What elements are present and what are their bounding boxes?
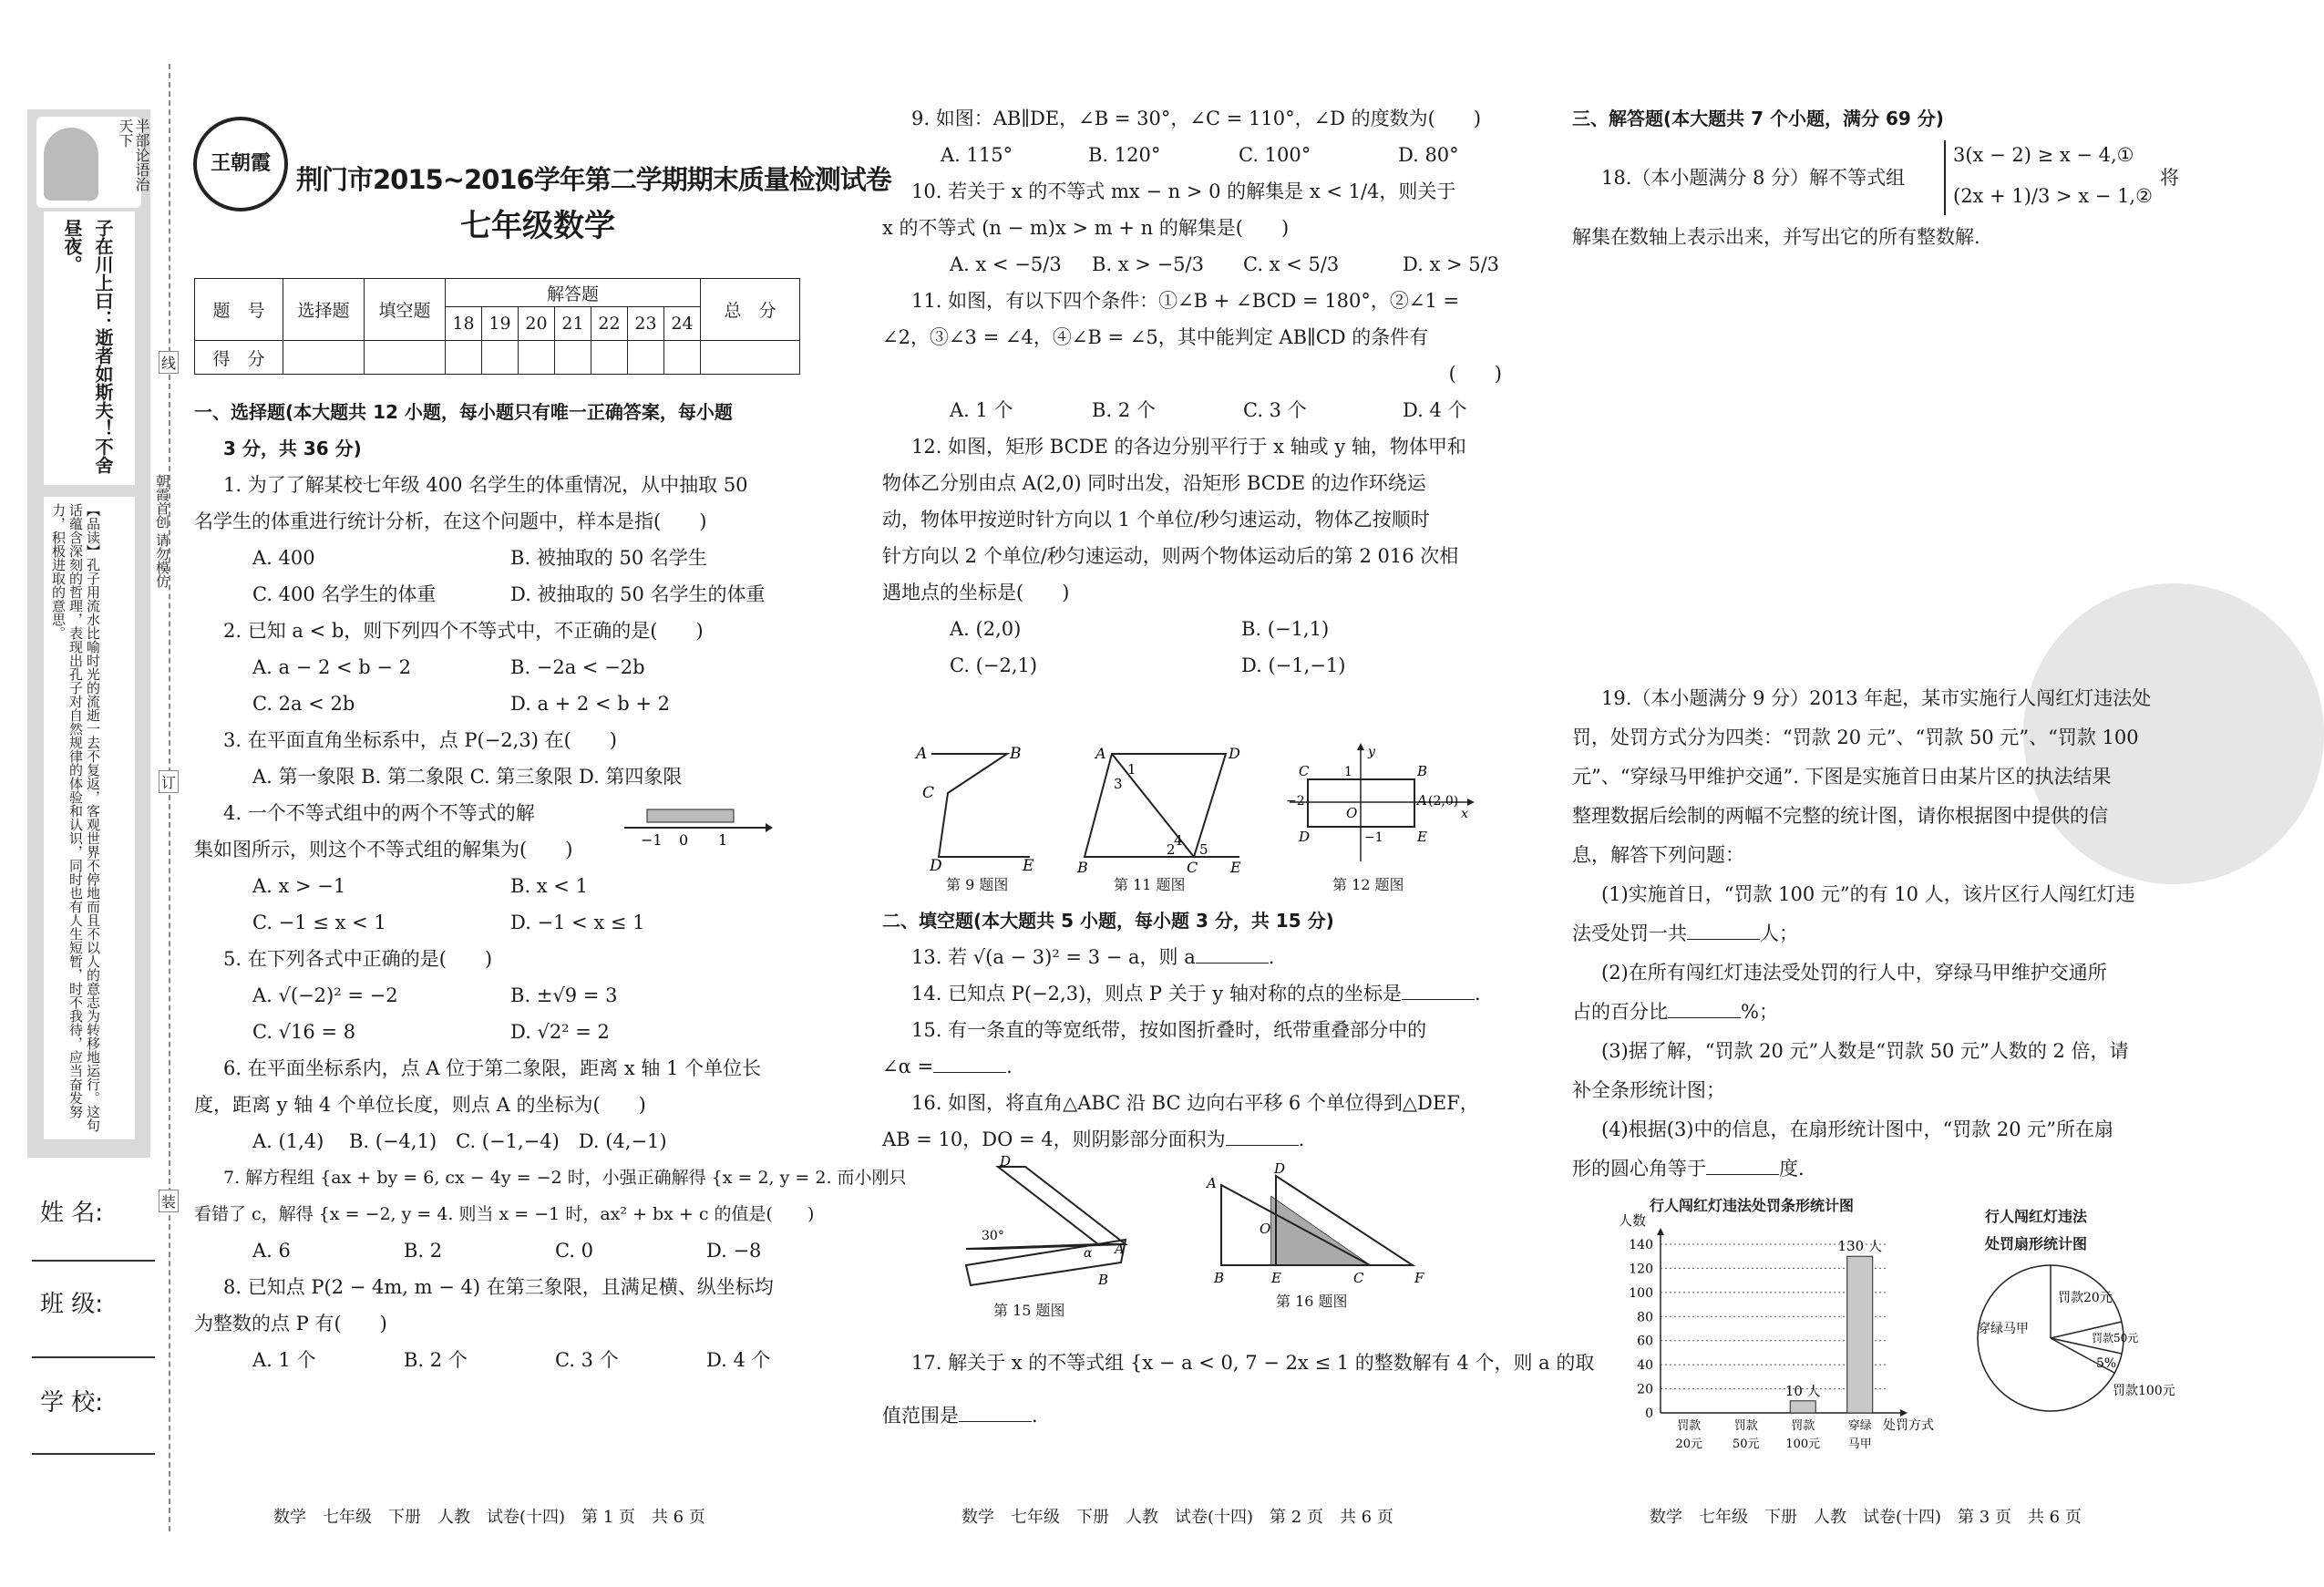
q18: 18.（本小题满分 8 分）解不等式组 — [1601, 167, 1906, 189]
section1-heading: 一、选择题(本大题共 12 小题，每小题只有唯一正确答案，每小题 — [194, 401, 733, 423]
school-field[interactable] — [32, 1453, 155, 1455]
th-choice: 选择题 — [283, 279, 365, 341]
school-label: 学 校: — [40, 1389, 104, 1417]
svg-text:30°: 30° — [982, 1229, 1004, 1243]
q11-options — [882, 392, 1502, 428]
q13-text: 13. 若 √(a − 3)² = 3 − a，则 a — [911, 946, 1196, 968]
q19-part-1-unit: 人； — [1760, 922, 1798, 944]
th-q22: 22 — [591, 307, 628, 341]
sidebar-quote: 子在川上曰：逝者如斯夫！不舍昼夜。 — [61, 219, 114, 474]
figure-15-caption: 第 15 题图 — [993, 1302, 1065, 1319]
svg-text:y: y — [1368, 745, 1375, 759]
q4-opt-a[interactable]: A. x > −1 — [252, 875, 346, 897]
q4-options-2 — [194, 904, 814, 941]
score-row-label: 得 分 — [195, 341, 283, 375]
svg-text:D: D — [1299, 829, 1311, 845]
q18-ineq-2: (2x + 1)/3 > x − 1,② — [1953, 185, 2153, 207]
score-cell[interactable] — [628, 341, 664, 375]
bar-ytick-label: 120 — [1629, 1262, 1653, 1277]
q9-opt-a[interactable]: A. 115° — [941, 144, 1013, 166]
q12-opt-c[interactable]: C. (−2,1) — [950, 654, 1038, 676]
q15-cont: ∠α = . — [882, 1056, 1013, 1077]
class-label: 班 级: — [40, 1291, 104, 1318]
cut-line — [169, 64, 170, 1531]
q1-cont: 名学生的体重进行统计分析，在这个问题中，样本是指( ) — [194, 510, 707, 532]
q6-options[interactable]: A. (1,4) B. (−4,1) C. (−1,−4) D. (4,−1) — [252, 1130, 667, 1152]
name-field[interactable] — [32, 1260, 155, 1262]
q19-part-4-unit: 度. — [1779, 1158, 1805, 1180]
q1-options-2 — [194, 576, 814, 613]
bar-ytick-label: 80 — [1637, 1310, 1653, 1325]
pie-chart-title-2: 处罚扇形统计图 — [1985, 1235, 2088, 1252]
q5-opt-c[interactable]: C. √16 = 8 — [252, 1021, 356, 1043]
q10: 10. 若关于 x 的不等式 mx − n > 0 的解集是 x < 1/4，则关于 — [911, 180, 1456, 202]
score-cell[interactable] — [701, 341, 800, 375]
bar-chart-x-arrow — [1900, 1409, 1908, 1417]
th-q23: 23 — [628, 307, 664, 341]
bar-category-label: 罚款 — [1733, 1419, 1758, 1433]
q4-options — [194, 868, 814, 904]
q15-blank[interactable] — [933, 1072, 1006, 1073]
figure-9 — [911, 743, 1048, 875]
q5: 5. 在下列各式中正确的是( ) — [223, 948, 493, 970]
svg-text:C: C — [1299, 763, 1310, 779]
q5-options — [194, 977, 814, 1014]
bar-chart-title: 行人闯红灯违法处罚条形统计图 — [1650, 1197, 1855, 1214]
q11-cont: ∠2，③∠3 = ∠4，④∠B = ∠5，其中能判定 AB∥CD 的条件有 — [882, 326, 1429, 348]
svg-text:(2,0): (2,0) — [1428, 794, 1459, 809]
q4-number-line — [620, 802, 775, 848]
bar-category-label-2: 20元 — [1675, 1438, 1703, 1451]
pie-chart — [1959, 1258, 2187, 1431]
th-answer: 解答题 — [446, 279, 701, 307]
score-cell[interactable] — [365, 341, 446, 375]
cut-mark-3: 装 — [159, 1190, 179, 1212]
q14-blank[interactable] — [1402, 999, 1475, 1000]
q8-opt-b[interactable]: B. 2 个 — [404, 1349, 468, 1371]
q5-opt-d[interactable]: D. √2² = 2 — [510, 1021, 610, 1043]
q8-options — [194, 1342, 814, 1378]
figure-12-caption: 第 12 题图 — [1332, 876, 1404, 893]
svg-text:B: B — [1098, 1272, 1109, 1288]
q19-blank-1[interactable] — [1687, 939, 1760, 940]
bar-ytick-label: 0 — [1645, 1407, 1653, 1421]
q13: 13. 若 √(a − 3)² = 3 − a，则 a . — [911, 946, 1275, 968]
svg-text:C: C — [1187, 859, 1198, 876]
bar-ytick-label: 100 — [1629, 1285, 1653, 1301]
cut-mark-1: 线 — [159, 351, 179, 374]
q2-options — [194, 649, 814, 685]
q9-opt-b[interactable]: B. 120° — [1088, 144, 1161, 166]
svg-text:D: D — [1274, 1160, 1286, 1177]
q19-part-2: (2)在所有闯红灯违法受处罚的行人中，穿绿马甲维护交通所 — [1601, 962, 2107, 984]
q17-blank[interactable] — [959, 1421, 1032, 1422]
q19-cont-3: 整理数据后绘制的两幅不完整的统计图，请你根据图中提供的信 — [1572, 805, 2108, 827]
q5-opt-a[interactable]: A. √(−2)² = −2 — [252, 984, 398, 1006]
pie-label-100: 罚款100元 — [2113, 1384, 2175, 1398]
score-cell[interactable] — [591, 341, 628, 375]
svg-text:E: E — [1417, 829, 1427, 845]
q7: 7. 解方程组 {ax + by = 6, cx − 4y = −2 时，小强正确解得 {x = 2, y = 2. 而小刚只 — [223, 1168, 907, 1188]
bar-chart — [1604, 1212, 1959, 1458]
q11-paren: ( ) — [1448, 363, 1502, 385]
page2-content-top — [882, 100, 1502, 684]
bar-data-label: 130 人 — [1837, 1238, 1882, 1255]
q12-cont-4: 遇地点的坐标是( ) — [882, 582, 1070, 603]
q3-options[interactable]: A. 第一象限 B. 第二象限 C. 第三象限 D. 第四象限 — [252, 766, 683, 788]
th-q20: 20 — [519, 307, 555, 341]
q6-cont: 度，距离 y 轴 4 个单位长度，则点 A 的坐标为( ) — [194, 1094, 646, 1116]
q16: 16. 如图，将直角△ABC 沿 BC 边向右平移 6 个单位得到△DEF， — [911, 1092, 1479, 1114]
q14: 14. 已知点 P(−2,3)，则点 P 关于 y 轴对称的点的坐标是 . — [911, 983, 1481, 1005]
figure-11-caption: 第 11 题图 — [1114, 876, 1186, 893]
score-table — [194, 278, 800, 375]
q19-part-3: (3)据了解，“罚款 20 元”人数是“罚款 50 元”人数的 2 倍，请 — [1601, 1040, 2129, 1062]
page2-footer: 数学 七年级 下册 人教 试卷(十四) 第 2 页 共 6 页 — [961, 1508, 1393, 1527]
th-fill: 填空题 — [365, 279, 446, 341]
pie-label-vest: 穿绿马甲 — [1978, 1322, 2029, 1336]
svg-text:−1: −1 — [1364, 830, 1383, 845]
bar-category-label: 穿绿 — [1847, 1419, 1872, 1433]
q10-opt-d[interactable]: D. x > 5/3 — [1403, 253, 1500, 275]
q19-part-2-text: 占的百分比 — [1572, 1001, 1668, 1023]
svg-text:A: A — [1207, 1175, 1217, 1191]
svg-text:A: A — [916, 745, 928, 763]
figure-9-caption: 第 9 题图 — [946, 876, 1009, 893]
page1-footer: 数学 七年级 下册 人教 试卷(十四) 第 1 页 共 6 页 — [273, 1508, 705, 1527]
bar-chart-ylabel: 人数 — [1619, 1212, 1647, 1229]
sidebar-pindu: 【品读】孔子用流水比喻时光的流逝一去不复返，客观世界不停地而且不以人的意志为转移地运行。这句话蕴含深刻的哲理，表现出孔子对自然规律的体验和认识，同时也有人生短暂，时不我待，应当奋发努力，积极进取的意思。 — [50, 503, 101, 1132]
q12-options-2 — [882, 647, 1502, 684]
q12-cont-1: 物体乙分别由点 A(2,0) 同时出发，沿矩形 BCDE 的边作环绕运 — [882, 472, 1426, 494]
class-field[interactable] — [32, 1356, 155, 1358]
svg-text:α: α — [1084, 1246, 1093, 1261]
q19-part-1-text: 法受处罚一共 — [1572, 922, 1687, 944]
q16-blank[interactable] — [1226, 1145, 1299, 1146]
q2-opt-d[interactable]: D. a + 2 < b + 2 — [510, 693, 670, 715]
svg-text:−1: −1 — [641, 831, 663, 849]
q14-text: 14. 已知点 P(−2,3)，则点 P 关于 y 轴对称的点的坐标是 — [911, 983, 1402, 1005]
section3-heading: 三、解答题(本大题共 7 个小题，满分 69 分) — [1572, 108, 1944, 129]
q12-cont-3: 针方向以 2 个单位/秒匀速运动，则两个物体运动后的第 2 016 次相 — [882, 545, 1459, 567]
q7-cont: 看错了 c，解得 {x = −2, y = 4. 则当 x = −1 时，ax² + bx + c 的值是( ) — [194, 1204, 815, 1224]
q15: 15. 有一条直的等宽纸带，按如图折叠时，纸带重叠部分中的 — [911, 1019, 1427, 1041]
q7-opt-a[interactable]: A. 6 — [252, 1240, 291, 1262]
q2-opt-b[interactable]: B. −2a < −2b — [510, 656, 645, 678]
q19-blank-4[interactable] — [1706, 1174, 1779, 1175]
q1-options — [194, 540, 814, 576]
svg-text:B: B — [1010, 745, 1022, 763]
th-q24: 24 — [664, 307, 701, 341]
q19-part-4: (4)根据(3)中的信息，在扇形统计图中，“罚款 20 元”所在扇 — [1601, 1118, 2114, 1140]
score-cell[interactable] — [446, 341, 482, 375]
svg-text:A: A — [1417, 792, 1427, 809]
bar-data-label: 10 人 — [1784, 1382, 1821, 1399]
q8-opt-d[interactable]: D. 4 个 — [706, 1349, 771, 1371]
svg-text:E: E — [1271, 1270, 1281, 1286]
brand-label: 朝霞首创 请勿模仿 — [154, 474, 170, 588]
th-total: 总 分 — [701, 279, 800, 341]
score-cell[interactable] — [555, 341, 591, 375]
svg-text:A: A — [1095, 745, 1106, 762]
section2-heading: 二、填空题(本大题共 5 小题，每小题 3 分，共 15 分) — [882, 910, 1334, 932]
svg-text:B: B — [1214, 1270, 1225, 1286]
q19-part-2-unit: %； — [1741, 1001, 1778, 1023]
pie-label-5pct: 5% — [2096, 1356, 2117, 1371]
q10-options — [882, 246, 1502, 283]
q9: 9. 如图：AB∥DE，∠B = 30°，∠C = 110°，∠D 的度数为( ) — [911, 108, 1482, 129]
q12-opt-a[interactable]: A. (2,0) — [950, 618, 1022, 640]
q18-tail: 将 — [2160, 167, 2179, 189]
q10-cont: x 的不等式 (n − m)x > m + n 的解集是( ) — [882, 217, 1290, 239]
svg-text:B: B — [1417, 763, 1428, 779]
svg-text:−2: −2 — [1286, 794, 1305, 809]
q4-opt-d[interactable]: D. −1 < x ≤ 1 — [510, 912, 645, 933]
pie-chart-title-1: 行人闯红灯违法 — [1985, 1208, 2088, 1225]
svg-text:D: D — [1229, 745, 1240, 762]
svg-text:E: E — [1230, 859, 1241, 876]
svg-text:C: C — [922, 784, 935, 802]
confucius-avatar — [44, 128, 98, 201]
q19-cont-4: 息，解答下列问题： — [1572, 844, 1744, 866]
name-label: 姓 名: — [40, 1200, 104, 1227]
bar-chart-y-arrow — [1657, 1228, 1664, 1235]
q7-options — [194, 1232, 814, 1269]
q18-ineq-1: 3(x − 2) ≥ x − 4,① — [1953, 144, 2134, 166]
q11-opt-a[interactable]: A. 1 个 — [950, 399, 1013, 421]
q4: 4. 一个不等式组中的两个不等式的解 — [223, 802, 535, 824]
q4-opt-c[interactable]: C. −1 ≤ x < 1 — [252, 912, 386, 933]
svg-text:A: A — [1115, 1241, 1125, 1257]
q8-cont: 为整数的点 P 有( ) — [194, 1313, 387, 1335]
q9-opt-d[interactable]: D. 80° — [1398, 144, 1459, 166]
svg-text:2: 2 — [1167, 841, 1176, 858]
q7-opt-c[interactable]: C. 0 — [555, 1240, 594, 1262]
svg-text:C: C — [1353, 1270, 1364, 1286]
q19-cont-1: 罚，处罚方式分为四类：“罚款 20 元”、“罚款 50 元”、“罚款 100 — [1572, 727, 2139, 748]
th-question-number: 题 号 — [195, 279, 283, 341]
q10-opt-b[interactable]: B. x > −5/3 — [1092, 253, 1204, 275]
q19-part-3-cont: 补全条形统计图； — [1572, 1079, 1725, 1101]
svg-text:F: F — [1414, 1270, 1424, 1286]
q6: 6. 在平面坐标系内，点 A 位于第二象限，距离 x 轴 1 个单位长 — [223, 1057, 762, 1079]
q9-opt-c[interactable]: C. 100° — [1239, 144, 1311, 166]
q19-cont-2: 元”、“穿绿马甲维护交通”. 下图是实施首日由某片区的执法结果 — [1572, 766, 2112, 788]
svg-text:1: 1 — [718, 831, 728, 849]
q19-part-1: (1)实施首日，“罚款 100 元”的有 10 人，该片区行人闯红灯违 — [1601, 883, 2135, 905]
logo-text: 王朝霞 — [210, 151, 271, 175]
q12-cont-2: 动，物体甲按逆时针方向以 1 个单位/秒匀速运动，物体乙按顺时 — [882, 509, 1430, 531]
svg-text:D: D — [930, 857, 942, 875]
q19-blank-2[interactable] — [1668, 1017, 1741, 1018]
q19-part-4-cont — [1572, 1149, 2192, 1189]
q10-opt-c[interactable]: C. x < 5/3 — [1243, 253, 1340, 275]
figure-12 — [1280, 743, 1481, 871]
q16-text: AB = 10，DO = 4，则阴影部分面积为 — [882, 1128, 1226, 1150]
q1-opt-b[interactable]: B. 被抽取的 50 名学生 — [510, 547, 707, 569]
score-cell[interactable] — [664, 341, 701, 375]
svg-text:5: 5 — [1199, 841, 1208, 858]
page3-footer: 数学 七年级 下册 人教 试卷(十四) 第 3 页 共 6 页 — [1650, 1508, 2082, 1527]
bar-category-label-2: 马甲 — [1847, 1438, 1872, 1451]
section1-heading-2: 3 分，共 36 分) — [223, 438, 362, 459]
figure-16-caption: 第 16 题图 — [1276, 1293, 1348, 1310]
q12-opt-b[interactable]: B. (−1,1) — [1241, 618, 1330, 640]
th-q18: 18 — [446, 307, 482, 341]
q4-cont: 集如图所示，则这个不等式组的解集为( ) — [194, 839, 573, 860]
bar-4 — [1847, 1256, 1873, 1413]
page3-content-top — [1572, 100, 2192, 255]
score-cell[interactable] — [283, 341, 365, 375]
q17-cont: 值范围是 . — [882, 1405, 1038, 1427]
page2-q17 — [882, 1345, 1595, 1434]
bar-chart-xlabel: 处罚方式 — [1883, 1418, 1934, 1433]
q1-opt-d[interactable]: D. 被抽取的 50 名学生的体重 — [510, 583, 766, 605]
bar-ytick-label: 40 — [1637, 1358, 1653, 1374]
page1-content — [194, 394, 907, 1378]
th-q21: 21 — [555, 307, 591, 341]
figure-11 — [1075, 743, 1249, 876]
q1-opt-a[interactable]: A. 400 — [252, 547, 315, 569]
svg-text:O: O — [1260, 1221, 1271, 1237]
q8-opt-a[interactable]: A. 1 个 — [252, 1349, 316, 1371]
q7-opt-d[interactable]: D. −8 — [706, 1240, 762, 1262]
q11-opt-d[interactable]: D. 4 个 — [1403, 399, 1467, 421]
svg-text:B: B — [1077, 859, 1088, 876]
q16-cont: AB = 10，DO = 4，则阴影部分面积为 . — [882, 1128, 1305, 1150]
q1: 1. 为了了解某校七年级 400 名学生的体重情况，从中抽取 50 — [223, 474, 748, 496]
pie-label-50: 罚款50元 — [2092, 1332, 2139, 1345]
q2-opt-a[interactable]: A. a − 2 < b − 2 — [252, 656, 412, 678]
q3: 3. 在平面直角坐标系中，点 P(−2,3) 在( ) — [223, 729, 617, 751]
q10-opt-a[interactable]: A. x < −5/3 — [950, 253, 1062, 275]
q15-alpha: ∠α = — [882, 1056, 934, 1077]
th-q19: 19 — [482, 307, 519, 341]
q4-opt-b[interactable]: B. x < 1 — [510, 875, 588, 897]
q17-text: 值范围是 — [882, 1405, 959, 1427]
svg-text:O: O — [1346, 805, 1358, 821]
svg-text:E: E — [1023, 857, 1034, 875]
q11-opt-c[interactable]: C. 3 个 — [1243, 399, 1307, 421]
q1-opt-c[interactable]: C. 400 名学生的体重 — [252, 583, 437, 605]
figure-15 — [961, 1153, 1130, 1290]
pie-label-20: 罚款20元 — [2058, 1291, 2113, 1305]
sidebar-motto: 半部论语治天下 — [117, 119, 150, 191]
q12: 12. 如图，矩形 BCDE 的各边分别平行于 x 轴或 y 轴，物体甲和 — [911, 436, 1466, 458]
exam-title: 荆门市2015~2016学年第二学期期末质量检测试卷 — [296, 164, 891, 195]
svg-text:1: 1 — [1344, 765, 1352, 779]
q11: 11. 如图，有以下四个条件：①∠B + ∠BCD = 180°，②∠1 = — [911, 290, 1460, 312]
bar-category-label: 罚款 — [1677, 1419, 1702, 1433]
svg-text:D: D — [1000, 1153, 1012, 1170]
q12-options — [882, 611, 1502, 647]
cut-mark-2: 订 — [159, 770, 179, 793]
q2-opt-c[interactable]: C. 2a < 2b — [252, 693, 355, 715]
q19-part-2-cont — [1572, 993, 2192, 1032]
q19: 19.（本小题满分 9 分）2013 年起，某市实施行人闯红灯违法处 — [1601, 687, 2152, 709]
q2: 2. 已知 a < b，则下列四个不等式中，不正确的是( ) — [223, 620, 704, 642]
q5-opt-b[interactable]: B. ±√9 = 3 — [510, 984, 618, 1006]
bar-category-label-2: 50元 — [1732, 1438, 1760, 1451]
q19-part-4-text: 形的圆心角等于 — [1572, 1158, 1706, 1180]
logo-badge — [193, 117, 288, 211]
svg-text:0: 0 — [679, 831, 689, 849]
svg-text:1: 1 — [1127, 761, 1136, 778]
page3-q19 — [1572, 679, 2192, 1189]
score-cell[interactable] — [482, 341, 519, 375]
bar-ytick-label: 20 — [1637, 1382, 1653, 1397]
q18-block — [1572, 137, 2192, 219]
bar-category-label: 罚款 — [1791, 1419, 1815, 1433]
q11-opt-b[interactable]: B. 2 个 — [1092, 399, 1156, 421]
q18-cont: 解集在数轴上表示出来，并写出它的所有整数解. — [1572, 226, 1980, 248]
q8-opt-c[interactable]: C. 3 个 — [555, 1349, 619, 1371]
q18-brace — [1944, 140, 1949, 215]
q8: 8. 已知点 P(2 − 4m, m − 4) 在第三象限，且满足横、纵坐标均 — [223, 1276, 774, 1298]
svg-text:4: 4 — [1174, 832, 1183, 849]
bar-3 — [1790, 1401, 1815, 1413]
exam-subtitle: 七年级数学 — [460, 208, 615, 244]
q17: 17. 解关于 x 的不等式组 {x − a < 0, 7 − 2x ≤ 1 的整数解有 4 个，则 a 的取 — [911, 1352, 1595, 1374]
score-cell[interactable] — [519, 341, 555, 375]
q9-options — [882, 137, 1502, 173]
q7-opt-b[interactable]: B. 2 — [404, 1240, 443, 1262]
bar-category-label-2: 100元 — [1785, 1438, 1821, 1451]
q13-blank[interactable] — [1196, 963, 1269, 964]
svg-text:x: x — [1461, 807, 1468, 821]
figure-16 — [1203, 1160, 1431, 1290]
q12-opt-d[interactable]: D. (−1,−1) — [1241, 654, 1346, 676]
bar-ytick-label: 140 — [1629, 1238, 1653, 1252]
q5-options-2 — [194, 1014, 814, 1050]
q19-part-1-cont — [1572, 914, 2192, 953]
q2-options-2 — [194, 685, 814, 722]
svg-text:3: 3 — [1114, 776, 1123, 792]
bar-ytick-label: 60 — [1637, 1334, 1653, 1349]
page2-content-fill — [882, 902, 1502, 1158]
